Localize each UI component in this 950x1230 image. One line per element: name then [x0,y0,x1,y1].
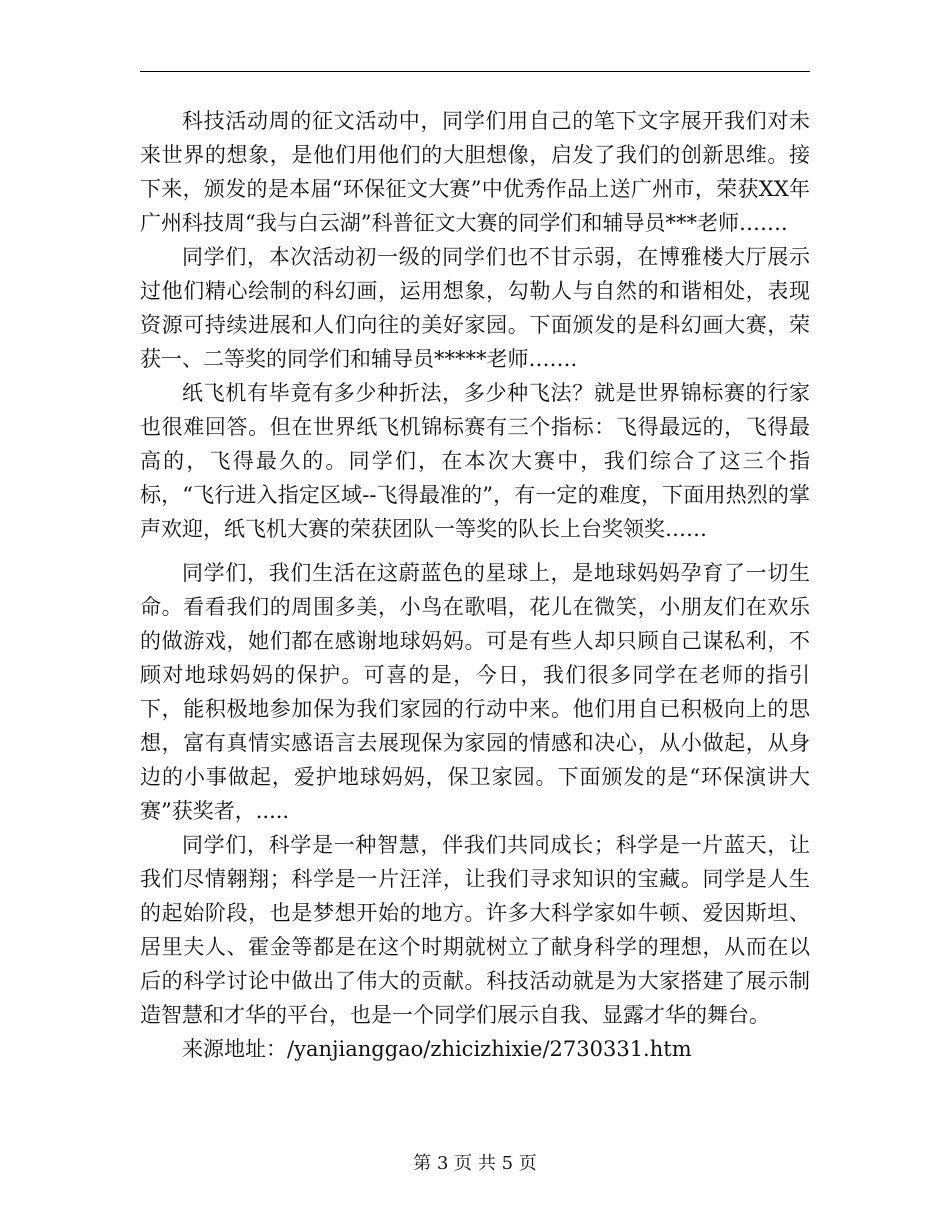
paragraph-sci-fi-painting: 同学们，本次活动初一级的同学们也不甘示弱，在博雅楼大厅展示过他们精心绘制的科幻画，运用想象，勾勒人与自然的和谐相处，表现资源可持续进展和人们向往的美好家园。下面颁发的是科幻画大赛，荣获一、二等奖的同学们和辅导员*****老师……. [140,245,810,371]
source-address: 来源地址：/yanjianggao/zhicizhixie/2730331.htm [182,1037,692,1061]
paragraph-essay-contest: 科技活动周的征文活动中，同学们用自己的笔下文字展开我们对未来世界的想象，是他们用他们的大胆想像，启发了我们的创新思维。接下来，颁发的是本届“环保征文大赛”中优秀作品上送广州市，荣获XX年广州科技周“我与白云湖”科普征文大赛的同学们和辅导员***老师……. [140,109,810,235]
header-rule [140,71,810,72]
paragraph-speech-contest: 同学们，我们生活在这蔚蓝色的星球上，是地球妈妈孕育了一切生命。看看我们的周围多美，小鸟在歌唱，花儿在微笑，小朋友们在欢乐的做游戏，她们都在感谢地球妈妈。可是有些人却只顾自己谋私利，不顾对地球妈妈的保护。可喜的是，今日，我们很多同学在老师的指引下，能积极地参加保为我们家园的行动中来。他们用自已积极向上的思想，富有真情实感语言去展现保为家园的情感和决心，从小做起，从身边的小事做起，爱护地球妈妈，保卫家园。下面颁发的是“环保演讲大赛”获奖者，..... [140,561,810,823]
page-number: 第 3 页 共 5 页 [413,1153,537,1174]
paragraph-science-closing: 同学们，科学是一种智慧，伴我们共同成长；科学是一片蓝天，让我们尽情翱翔；科学是一片汪洋，让我们寻求知识的宝藏。同学是人生的起始阶段，也是梦想开始的地方。许多大科学家如牛顿、爱因斯坦、居里夫人、霍金等都是在这个时期就树立了献身科学的理想，从而在以后的科学讨论中做出了伟大的贡献。科技活动就是为大家搭建了展示制造智慧和才华的平台，也是一个同学们展示自我、显露才华的舞台。 [140,833,810,1027]
paragraph-paper-airplane: 纸飞机有毕竟有多少种折法，多少种飞法？就是世界锦标赛的行家也很难回答。但在世界纸飞机锦标赛有三个指标：飞得最远的，飞得最高的，飞得最久的。同学们，在本次大赛中，我们综合了这三个指标，“飞行进入指定区域--飞得最准的”，有一定的难度，下面用热烈的掌声欢迎，纸飞机大赛的荣获团队一等奖的队长上台奖领奖…… [140,381,810,541]
document-body [140,104,810,1066]
